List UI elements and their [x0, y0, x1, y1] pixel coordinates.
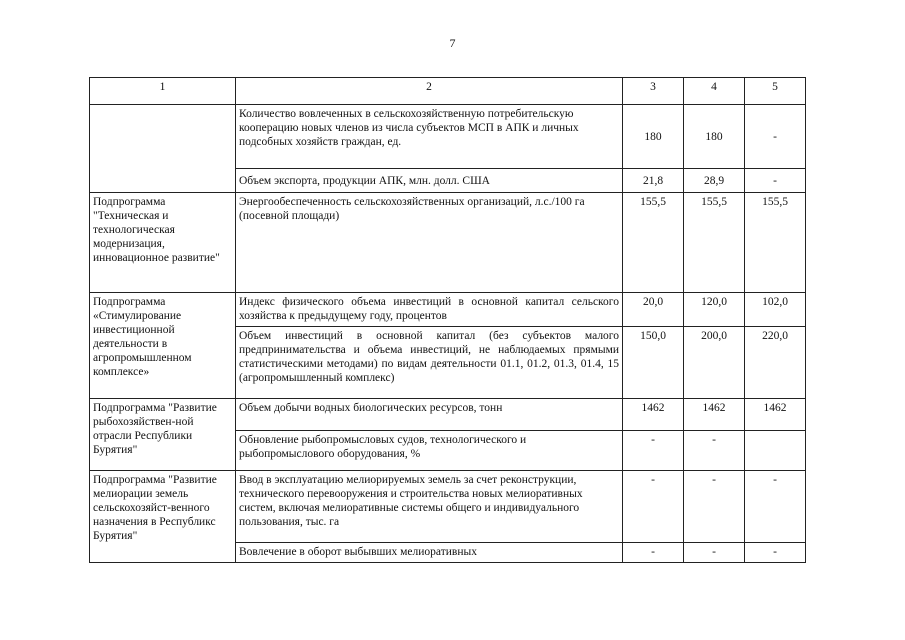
value-cell: 120,0 — [684, 293, 745, 327]
indicator-cell: Количество вовлеченных в сельскохозяйственную потребительскую кооперацию новых членов из числа субъектов МСП в АПК и личных подсобных хозяйств граждан, ед. — [236, 105, 623, 169]
value-cell: 155,5 — [684, 193, 745, 293]
indicator-cell: Энергообеспеченность сельскохозяйственных организаций, л.с./100 га (посевной площади) — [236, 193, 623, 293]
value-cell: 1462 — [623, 399, 684, 431]
table-row — [90, 399, 806, 431]
value-cell: - — [745, 105, 806, 169]
header-cell: 3 — [623, 78, 684, 105]
value-cell: 1462 — [684, 399, 745, 431]
header-cell: 2 — [236, 78, 623, 105]
program-cell: Подпрограмма "Развитие рыбохозяйствен-ной отрасли Республики Бурятия" — [90, 399, 236, 471]
header-row — [90, 78, 806, 105]
value-cell: - — [623, 543, 684, 563]
program-cell — [90, 105, 236, 193]
table-row — [90, 293, 806, 327]
value-cell: 1462 — [745, 399, 806, 431]
program-cell: Подпрограмма "Развитие мелиорации земель сельскохозяйст-венного назначения в Республикс Бурятия" — [90, 471, 236, 563]
indicator-cell: Объем добычи водных биологических ресурсов, тонн — [236, 399, 623, 431]
indicator-cell: Индекс физического объема инвестиций в основной капитал сельского хозяйства к предыдущему году, процентов — [236, 293, 623, 327]
value-cell: 20,0 — [623, 293, 684, 327]
indicators-table — [89, 77, 806, 563]
value-cell: - — [745, 471, 806, 543]
header-cell: 5 — [745, 78, 806, 105]
value-cell: - — [745, 169, 806, 193]
program-cell: Подпрограмма «Стимулирование инвестиционной деятельности в агропромышленном комплексе» — [90, 293, 236, 399]
indicator-cell: Обновление рыбопромысловых судов, технологического и рыбопромыслового оборудования, % — [236, 431, 623, 471]
value-cell: 200,0 — [684, 327, 745, 399]
value-cell: 220,0 — [745, 327, 806, 399]
value-cell: 155,5 — [745, 193, 806, 293]
value-cell: 155,5 — [623, 193, 684, 293]
header-cell: 1 — [90, 78, 236, 105]
header-cell: 4 — [684, 78, 745, 105]
value-cell — [745, 431, 806, 471]
value-cell: 28,9 — [684, 169, 745, 193]
value-cell: 21,8 — [623, 169, 684, 193]
table-row — [90, 105, 806, 169]
value-cell: - — [623, 431, 684, 471]
indicator-cell: Объем инвестиций в основной капитал (без субъектов малого предпринимательства и объема инвестиций, не наблюдаемых прямыми статистическими методами) по видам деятельности 01.1, 01.2, 01.3, 01.4, 15 (агропромышленный комплекс) — [236, 327, 623, 399]
indicator-cell: Ввод в эксплуатацию мелиорируемых земель за счет реконструкции, технического перевооружения и строительства новых мелиоративных систем, включая мелиоративные системы общего и индивидуального пользования, тыс. га — [236, 471, 623, 543]
value-cell: - — [623, 471, 684, 543]
value-cell: 180 — [623, 105, 684, 169]
value-cell: - — [684, 431, 745, 471]
page-number: 7 — [449, 36, 456, 50]
indicator-cell: Объем экспорта, продукции АПК, млн. долл. США — [236, 169, 623, 193]
value-cell: - — [684, 543, 745, 563]
table-row — [90, 193, 806, 293]
value-cell: - — [684, 471, 745, 543]
program-cell: Подпрограмма "Техническая и технологическая модернизация, инновационное развитие" — [90, 193, 236, 293]
value-cell: - — [745, 543, 806, 563]
value-cell: 180 — [684, 105, 745, 169]
value-cell: 102,0 — [745, 293, 806, 327]
table-row — [90, 471, 806, 543]
value-cell: 150,0 — [623, 327, 684, 399]
indicator-cell: Вовлечение в оборот выбывших мелиоративных — [236, 543, 623, 563]
